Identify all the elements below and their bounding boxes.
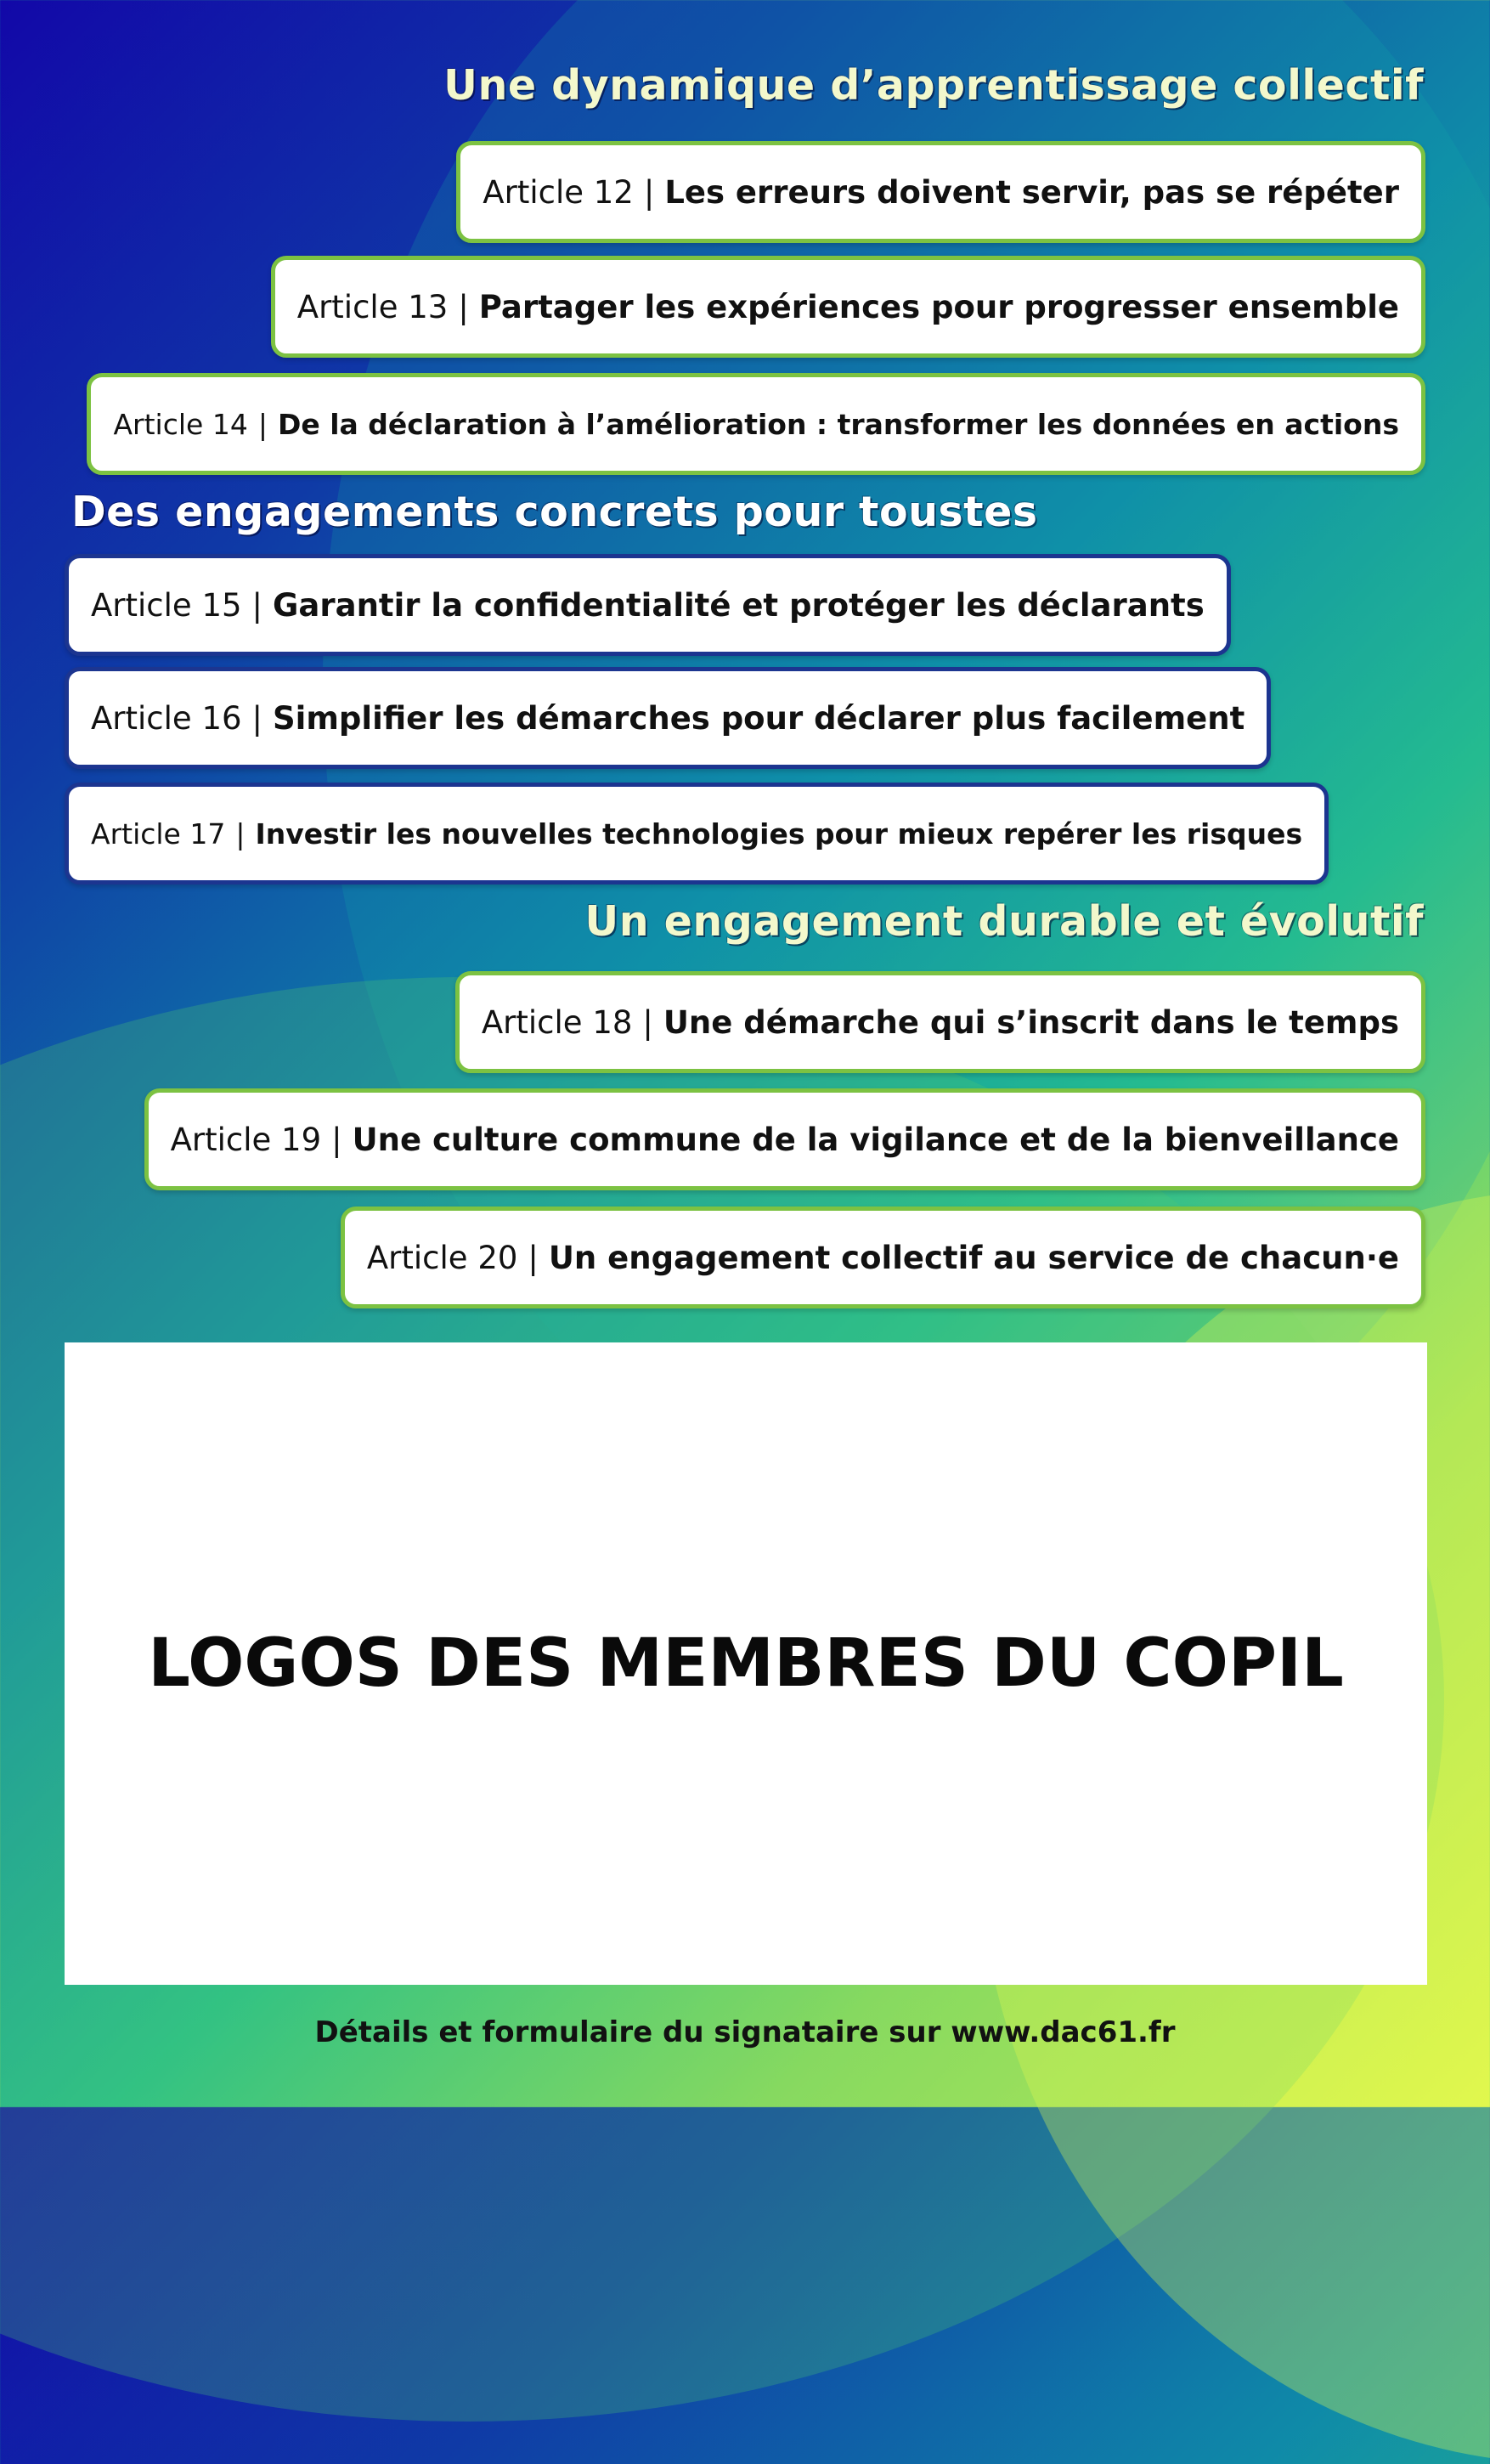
- article-title: Simplifier les démarches pour déclarer plus facilement: [273, 699, 1245, 737]
- article-separator: |: [251, 699, 263, 737]
- footer-text: Détails et formulaire du signataire sur www.dac61.fr: [314, 2015, 1176, 2049]
- article-title: Un engagement collectif au service de chacun·e: [548, 1239, 1399, 1276]
- article-number: Article 15: [91, 586, 242, 624]
- article-16: [65, 667, 1271, 769]
- article-number: Article 18: [481, 1003, 633, 1041]
- article-title: Une culture commune de la vigilance et de la bienveillance: [352, 1121, 1399, 1158]
- section-title-apprentissage: Une dynamique d’apprentissage collectif: [443, 61, 1424, 110]
- article-separator: |: [331, 1121, 342, 1158]
- article-15: [65, 554, 1231, 656]
- article-12: [456, 141, 1425, 243]
- article-title: Garantir la confidentialité et protéger les déclarants: [273, 586, 1205, 624]
- article-separator: |: [642, 1003, 653, 1041]
- article-14: [87, 373, 1425, 475]
- article-number: Article 19: [170, 1121, 322, 1158]
- article-separator: |: [643, 173, 655, 211]
- article-20: [341, 1207, 1425, 1308]
- article-number: Article 20: [366, 1239, 518, 1276]
- article-title: Partager les expériences pour progresser ensemble: [478, 288, 1399, 325]
- article-separator: |: [458, 288, 469, 325]
- section-title-durable: Un engagement durable et évolutif: [584, 897, 1424, 946]
- section-title-engagements: Des engagements concrets pour toustes: [71, 488, 1038, 536]
- article-title: Une démarche qui s’inscrit dans le temps: [663, 1003, 1399, 1041]
- article-17: [65, 783, 1329, 884]
- article-title: Les erreurs doivent servir, pas se répéter: [664, 173, 1399, 211]
- article-separator: |: [257, 407, 268, 441]
- article-13: [271, 256, 1425, 358]
- article-title: De la déclaration à l’amélioration : transformer les données en actions: [277, 407, 1399, 441]
- article-number: Article 17: [91, 817, 226, 851]
- article-separator: |: [235, 817, 246, 851]
- article-title: Investir les nouvelles technologies pour mieux repérer les risques: [255, 817, 1303, 851]
- article-number: Article 16: [91, 699, 242, 737]
- article-number: Article 14: [113, 407, 248, 441]
- article-19: [144, 1088, 1425, 1190]
- article-separator: |: [528, 1239, 539, 1276]
- logos-placeholder-text: LOGOS DES MEMBRES DU COPIL: [148, 1625, 1344, 1702]
- article-number: Article 12: [483, 173, 634, 211]
- logos-placeholder-box: [65, 1342, 1427, 1985]
- article-18: [455, 971, 1425, 1073]
- article-number: Article 13: [296, 288, 449, 325]
- article-separator: |: [251, 586, 263, 624]
